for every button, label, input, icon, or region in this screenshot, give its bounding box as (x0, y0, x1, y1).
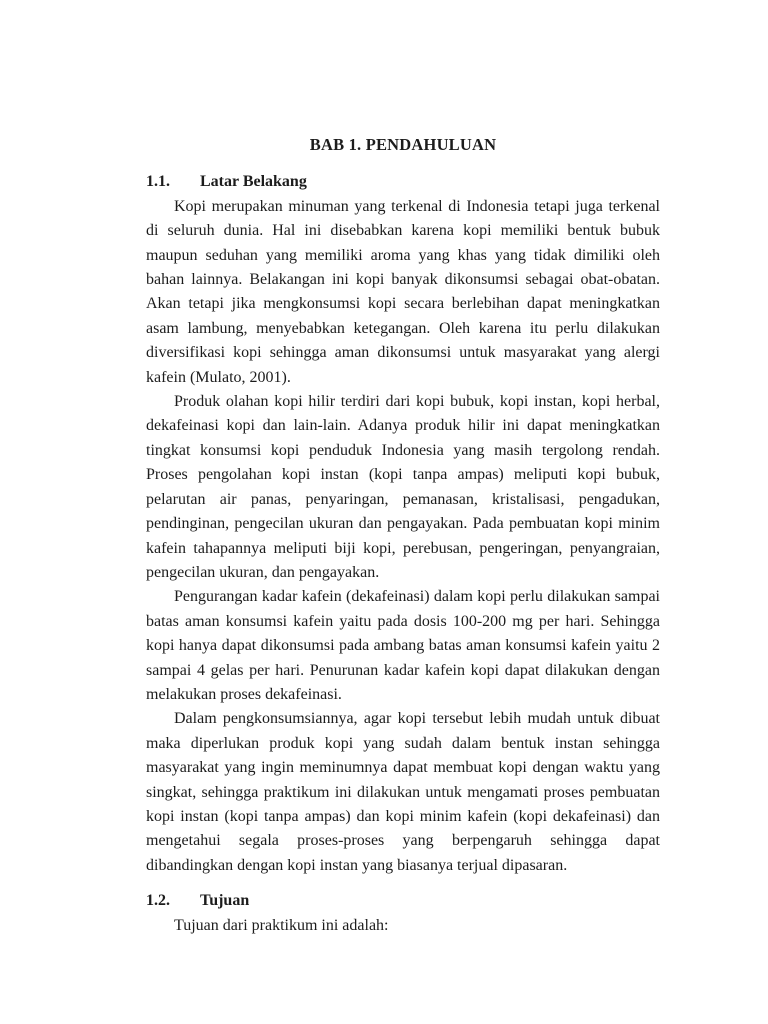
section-number: 1.2. (146, 892, 170, 910)
document-content (146, 133, 660, 938)
paragraph: Dalam pengkonsumsiannya, agar kopi tersebut lebih mudah untuk dibuat maka diperlukan produk kopi yang sudah dalam bentuk instan sehingga masyarakat yang ingin meminumnya dapat membuat kopi dengan waktu yang singkat, sehingga praktikum ini dilakukan untuk mengamati proses pembuatan kopi instan (kopi tanpa ampas) dan kopi minim kafein (kopi dekafeinasi) dan mengetahui segala proses-proses yang berpengaruh sehingga dapat dibandingkan dengan kopi instan yang biasanya terjual dipasaran. (146, 710, 660, 874)
paragraph: Tujuan dari praktikum ini adalah: (174, 916, 389, 934)
section-tujuan (146, 889, 660, 938)
paragraph: Produk olahan kopi hilir terdiri dari kopi bubuk, kopi instan, kopi herbal, dekafeinasi kopi dan lain-lain. Adanya produk hilir ini dapat meningkatkan tingkat konsumsi kopi penduduk Indonesia yang masih tergolong rendah. Proses pengolahan kopi instan (kopi tanpa ampas) meliputi kopi bubuk, pelarutan air panas, penyaringan, pemanasan, kristalisasi, pengadukan, pendinginan, pengecilan ukuran dan pengayakan. Pada pembuatan kopi minim kafein tahapannya meliputi biji kopi, perebusan, pengeringan, penyangraian, pengecilan ukuran, dan pengayakan. (146, 393, 660, 581)
section-heading: Tujuan (200, 892, 250, 910)
section-heading: Latar Belakang (200, 173, 307, 191)
section-heading-row (146, 170, 660, 194)
paragraph: Pengurangan kadar kafein (dekafeinasi) dalam kopi perlu dilakukan sampai batas aman konsumsi kafein yaitu pada dosis 100-200 mg per hari. Sehingga kopi hanya dapat dikonsumsi pada ambang batas aman konsumsi kafein yaitu 2 sampai 4 gelas per hari. Penurunan kadar kafein kopi dapat dilakukan dengan melakukan proses dekafeinasi. (146, 588, 660, 703)
section-latar-belakang (146, 170, 660, 878)
paragraph: Kopi merupakan minuman yang terkenal di Indonesia tetapi juga terkenal di seluruh dunia. Hal ini disebabkan karena kopi memiliki bentuk bubuk maupun seduhan yang memiliki aroma yang khas yang tidak dimiliki oleh bahan lainnya. Belakangan ini kopi banyak dikonsumsi sebagai obat-obatan. Akan tetapi jika mengkonsumsi kopi secara berlebihan dapat meningkatkan asam lambung, menyebabkan ketegangan. Oleh karena itu perlu dilakukan diversifikasi kopi sehingga aman dikonsumsi untuk masyarakat yang alergi kafein (Mulato, 2001). (146, 197, 660, 386)
section-heading-row (146, 889, 660, 913)
chapter-title: BAB 1. PENDAHULUAN (309, 135, 497, 154)
section-number: 1.1. (146, 173, 170, 191)
